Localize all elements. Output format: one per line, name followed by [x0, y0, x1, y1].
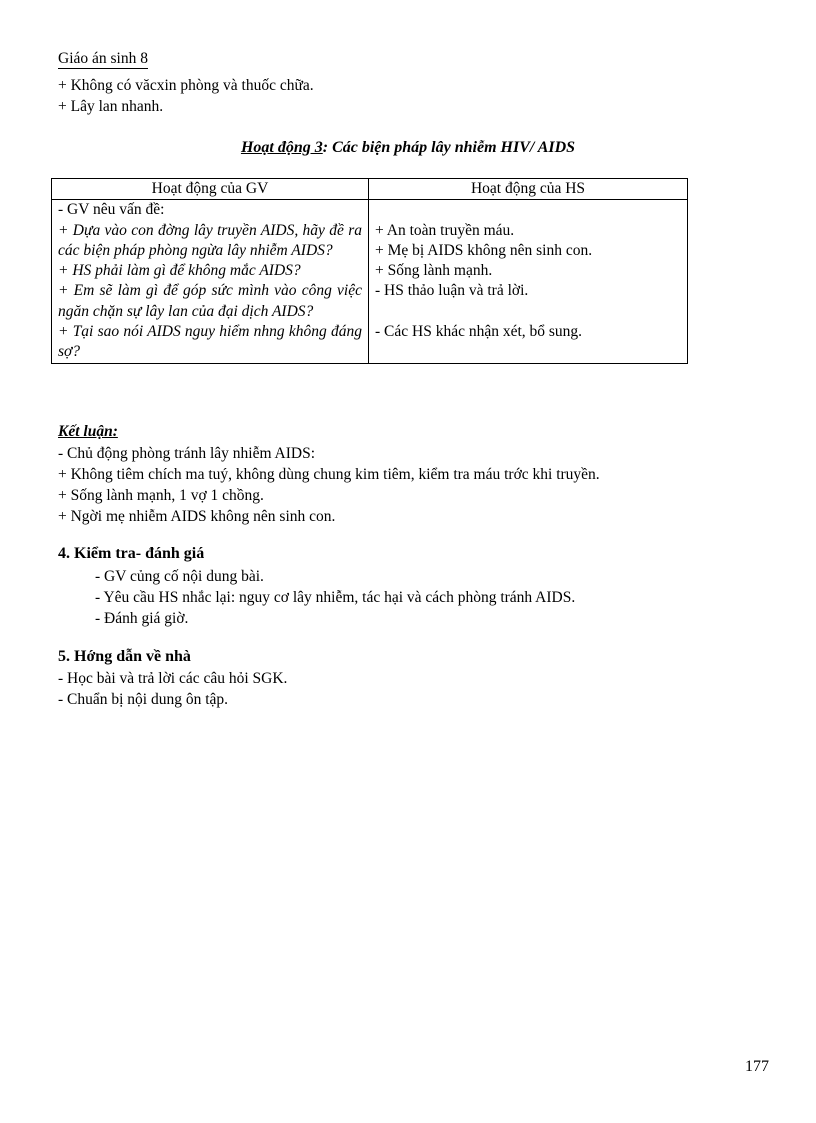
section5-line: - Chuẩn bị nội dung ôn tập. [58, 691, 229, 708]
conclusion-line: + Sống lành mạnh, 1 vợ 1 chồng. [58, 487, 264, 504]
hs-line: + An toàn truyền máu. [375, 221, 515, 239]
gv-question: + Dựa vào con đờng lây truyền AIDS, hãy đề ra các biện pháp phòng ngừa lây nhiễm AIDS? [58, 221, 362, 259]
section4-line: - Đánh giá giờ. [95, 610, 189, 627]
gv-column-header: Hoạt động của GV [52, 179, 369, 200]
section4-line: - GV củng cố nội dung bài. [95, 568, 264, 585]
page-number: 177 [745, 1058, 769, 1075]
gv-question: + HS phải làm gì để không mắc AIDS? [58, 262, 301, 280]
intro-line: + Không có văcxin phòng và thuốc chữa. [58, 77, 314, 94]
conclusion-line: + Không tiêm chích ma tuý, không dùng chung kim tiêm, kiểm tra máu trớc khi truyền. [58, 466, 600, 483]
activity-title-text: : Các biện pháp lây nhiễm HIV/ AIDS [322, 139, 576, 156]
activity-table [51, 178, 688, 364]
conclusion-line: - Chủ động phòng tránh lây nhiễm AIDS: [58, 445, 316, 462]
hs-line: + Mẹ bị AIDS không nên sinh con. [375, 241, 593, 259]
hs-column-header: Hoạt động của HS [369, 179, 688, 200]
activity-label: Hoạt động 3 [240, 139, 323, 156]
header-text: Giáo án sinh 8 [58, 50, 148, 67]
conclusion-heading: Kết luận: [58, 423, 118, 440]
table-row [52, 200, 688, 363]
page-header [58, 50, 148, 68]
intro-line: + Lây lan nhanh. [58, 98, 164, 115]
gv-activity-cell [52, 200, 369, 363]
table-header-row [52, 179, 688, 200]
activity-title [0, 139, 816, 157]
conclusion-line: + Ngời mẹ nhiễm AIDS không nên sinh con. [58, 508, 336, 525]
section5-line: - Học bài và trả lời các câu hỏi SGK. [58, 670, 288, 687]
gv-question: + Em sẽ làm gì để góp sức mình vào công việc ngăn chặn sự lây lan của đại dịch AIDS? [58, 282, 362, 320]
section4-line: - Yêu cầu HS nhắc lại: nguy cơ lây nhiễm, tác hại và cách phòng tránh AIDS. [95, 589, 576, 606]
hs-line: + Sống lành mạnh. [375, 262, 493, 280]
gv-line: - GV nêu vấn đề: [58, 201, 165, 219]
section4-heading: 4. Kiểm tra- đánh giá [58, 545, 205, 562]
hs-line: - HS thảo luận và trả lời. [375, 282, 529, 300]
gv-question: + Tại sao nói AIDS nguy hiểm nhng không đáng sợ? [58, 323, 362, 361]
section5-heading: 5. Hớng dẫn về nhà [58, 648, 191, 665]
hs-activity-cell [369, 200, 688, 363]
hs-line: - Các HS khác nhận xét, bổ sung. [375, 323, 583, 341]
